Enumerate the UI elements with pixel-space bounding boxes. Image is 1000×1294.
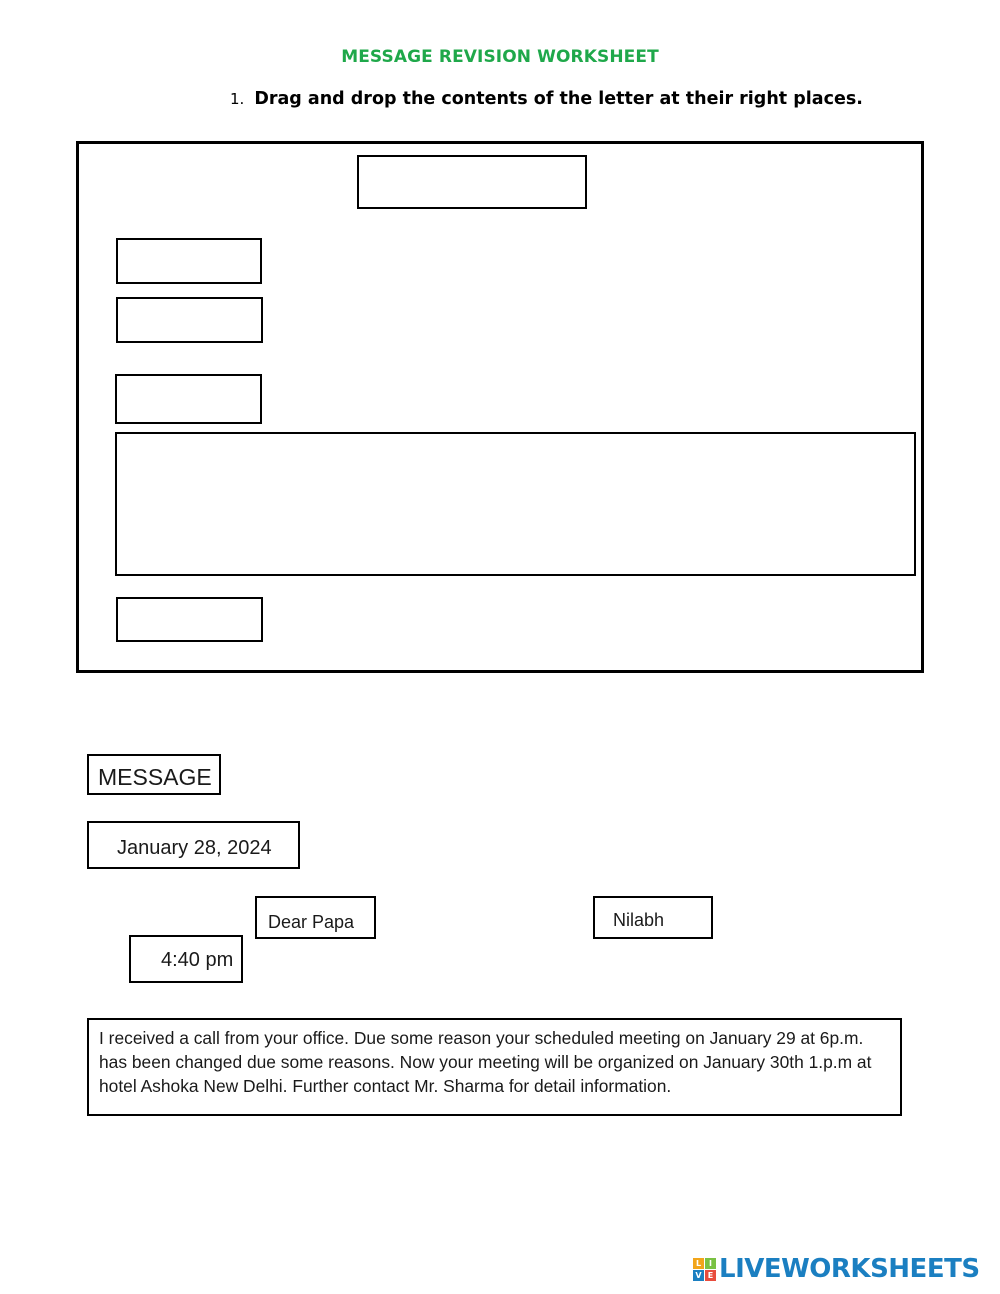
liveworksheets-logo bbox=[693, 1254, 980, 1284]
logo-mark-letter: E bbox=[705, 1270, 716, 1281]
draggable-card-body[interactable]: I received a call from your office. Due some reason your scheduled meeting on January 29 at 6p.m. has been changed due some reasons. Now your meeting will be organized on January 30th 1.p.m at hotel Ashoka New Delhi. Further contact Mr. Sharma for detail information. bbox=[87, 1018, 902, 1116]
instruction-text: Drag and drop the contents of the letter at their right places. bbox=[254, 89, 863, 109]
drop-zone-heading[interactable] bbox=[357, 155, 587, 209]
question-number: 1. bbox=[230, 90, 245, 108]
logo-mark-letter: L bbox=[693, 1258, 704, 1269]
draggable-card-time[interactable]: 4:40 pm bbox=[129, 935, 243, 983]
draggable-card-salutation[interactable]: Dear Papa bbox=[255, 896, 376, 939]
worksheet-title: MESSAGE REVISION WORKSHEET bbox=[341, 47, 659, 67]
logo-mark-letter: I bbox=[705, 1258, 716, 1269]
drop-zone-date[interactable] bbox=[116, 238, 262, 284]
drop-zone-signature[interactable] bbox=[116, 597, 263, 642]
logo-text: LIVEWORKSHEETS bbox=[719, 1254, 980, 1284]
drop-zone-salutation[interactable] bbox=[115, 374, 262, 424]
logo-mark-letter: V bbox=[693, 1270, 704, 1281]
drop-zone-time[interactable] bbox=[116, 297, 263, 343]
draggable-card-heading[interactable]: MESSAGE bbox=[87, 754, 221, 795]
logo-mark-icon bbox=[693, 1258, 716, 1281]
drop-zone-body[interactable] bbox=[115, 432, 916, 576]
instruction bbox=[230, 89, 863, 109]
draggable-card-date[interactable]: January 28, 2024 bbox=[87, 821, 300, 869]
draggable-card-signature[interactable]: Nilabh bbox=[593, 896, 713, 939]
